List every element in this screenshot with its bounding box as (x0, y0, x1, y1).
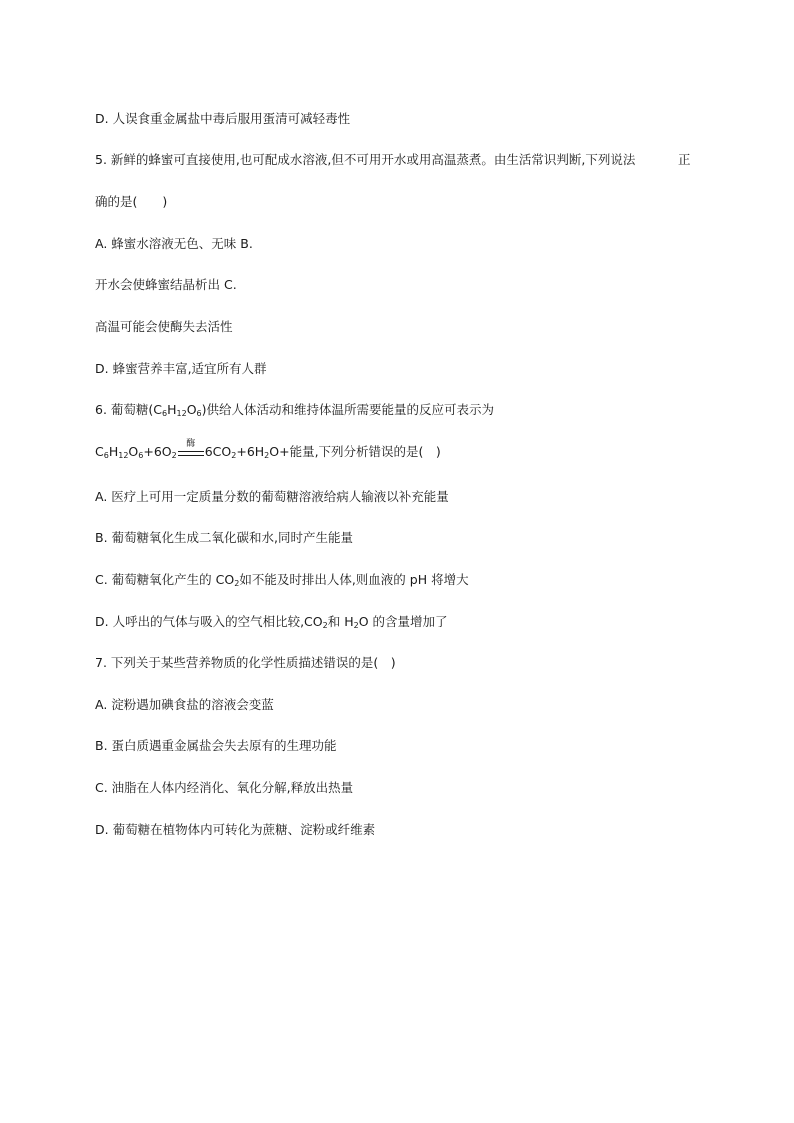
q7-option-c: C. 油脂在人体内经消化、氧化分解,释放出热量 (95, 780, 354, 795)
q6-equation: $C_6H_{12}O_6+6O_2$ 酶 $6CO_2+6H_2O+$能量,下列分析错误的是( ) (95, 439, 441, 460)
q5-option-d: D. 蜂蜜营养丰富,适宜所有人群 (95, 361, 267, 376)
q6-option-b: B. 葡萄糖氧化生成二氧化碳和水,同时产生能量 (95, 530, 353, 545)
reaction-arrow-icon (178, 439, 204, 460)
q5-option-line-b: 开水会使蜂蜜结晶析出 C. (95, 277, 237, 292)
q7-option-b: B. 蛋白质遇重金属盐会失去原有的生理功能 (95, 738, 337, 753)
q6-option-c: C. 葡萄糖氧化产生的 $CO_2$如不能及时排出人体,则血液的 pH 将增大 (95, 572, 469, 588)
q7-stem: 7. 下列关于某些营养物质的化学性质描述错误的是( ) (95, 655, 396, 670)
q5-option-line-a: A. 蜂蜜水溶液无色、无味 B. (95, 236, 253, 251)
q6-option-d: D. 人呼出的气体与吸入的空气相比较$,CO_2$和 $H_2O$ 的含量增加了 (95, 614, 448, 630)
q5-stem-line1: 5. 新鲜的蜂蜜可直接使用,也可配成水溶液,但不可用开水或用高温蒸煮。由生活常识判断,下列说法 (95, 152, 636, 167)
q6-stem: 6. 葡萄糖$(C_6H_{12}O_6)$供给人体活动和维持体温所需要能量的反应可表示为 (95, 402, 495, 418)
q5-option-line-c: 高温可能会使酶失去活性 (95, 319, 233, 334)
q7-option-d: D. 葡萄糖在植物体内可转化为蔗糖、淀粉或纤维素 (95, 822, 376, 837)
catalyst-label: 酶 (186, 439, 196, 449)
q6-option-a: A. 医疗上可用一定质量分数的葡萄糖溶液给病人输液以补充能量 (95, 489, 449, 504)
q7-option-a: A. 淀粉遇加碘食盐的溶液会变蓝 (95, 697, 274, 712)
q4-option-d: D. 人误食重金属盐中毒后服用蛋清可减轻毒性 (95, 111, 351, 126)
q5-stem-line2: 确的是( ) (95, 194, 168, 209)
q5-stem-line1-tail: 正 (678, 152, 691, 167)
